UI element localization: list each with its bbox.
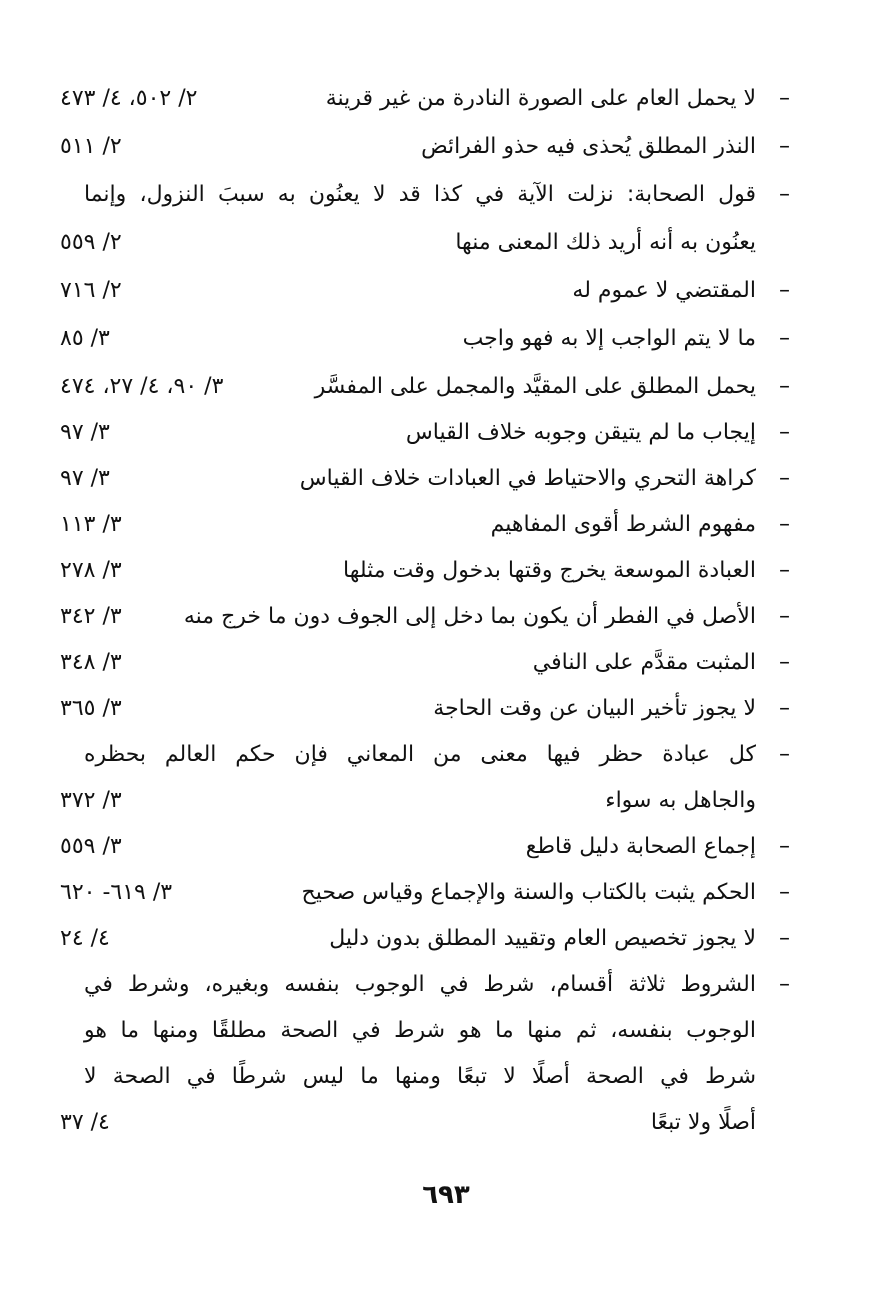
rule-entry [60,270,790,314]
rule-text: لا يجوز تخصيص العام وتقييد المطلق بدون دليل [329,926,756,951]
rule-text: الحكم يثبت بالكتاب والسنة والإجماع وقياس صحيح [301,880,756,905]
rule-entry [60,550,790,594]
rule-text-line: كل عبادة حظر فيها معنى من المعاني فإن حكم العالم بحظره [84,742,756,767]
rule-text: المثبت مقدَّم على النافي [532,650,756,675]
rule-text-line: والجاهل به سواء [605,788,756,813]
rule-text-line: الوجوب بنفسه، ثم منها ما هو شرط في الصحة مطلقًا ومنها ما هو [84,1018,756,1043]
rule-text: لا يحمل العام على الصورة النادرة من غير قرينة [325,86,756,111]
rule-text: كراهة التحري والاحتياط في العبادات خلاف القياس [299,466,756,491]
page-reference: ٣/ ٢٧٨ [60,558,122,583]
rule-entry [60,596,790,640]
rule-text: لا يجوز تأخير البيان عن وقت الحاجة [433,696,756,721]
rule-text-line: شرط في الصحة أصلًا لا تبعًا ومنها ما ليس شرطًا في الصحة لا [84,1064,756,1089]
bullet-dash: – [779,880,790,905]
rule-text-line: يعنُون به أنه أريد ذلك المعنى منها [455,230,756,255]
page-reference: ٣/ ٨٥ [60,326,110,351]
rule-text: الأصل في الفطر أن يكون بما دخل إلى الجوف دون ما خرج منه [183,604,756,629]
bullet-dash: – [779,326,790,351]
rule-entry [60,734,790,778]
rule-entry [60,366,790,410]
rule-text-line: الشروط ثلاثة أقسام، شرط في الوجوب بنفسه وبغيره، وشرط في [84,972,756,997]
page-reference: ٢/ ٥١١ [60,134,122,159]
bullet-dash: – [779,420,790,445]
rule-entry-continuation [60,1056,790,1100]
page-reference: ٤/ ٢٤ [60,926,110,951]
bullet-dash: – [779,134,790,159]
rule-entry [60,412,790,456]
page-reference: ٣/ ٥٥٩ [60,834,122,859]
bullet-dash: – [779,834,790,859]
bullet-dash: – [779,604,790,629]
rule-entry [60,826,790,870]
rule-text-line: أصلًا ولا تبعًا [650,1110,756,1135]
bullet-dash: – [779,926,790,951]
rule-entry-continuation [60,780,790,824]
page-reference: ٣/ ٩٧ [60,420,110,445]
rule-entry [60,78,790,122]
page-reference: ٣/ ٣٧٢ [60,788,122,813]
page-reference: ٣/ ٩٧ [60,466,110,491]
page-number: ٦٩٣ [422,1180,470,1210]
rule-text: ما لا يتم الواجب إلا به فهو واجب [462,326,756,351]
rule-entry [60,318,790,362]
page-reference: ٢/ ٥٠٢، ٤/ ٤٧٣ [60,86,198,111]
rule-text: يحمل المطلق على المقيَّد والمجمل على المفسَّر [314,374,756,399]
page-reference: ٣/ ٣٦٥ [60,696,122,721]
rule-text: إجماع الصحابة دليل قاطع [525,834,756,859]
page-reference: ٤/ ٣٧ [60,1110,110,1135]
page-reference: ٣/ ٣٤٢ [60,604,122,629]
bullet-dash: – [779,696,790,721]
rule-text: العبادة الموسعة يخرج وقتها بدخول وقت مثلها [343,558,756,583]
page-reference: ٢/ ٥٥٩ [60,230,122,255]
rule-entry [60,642,790,686]
bullet-dash: – [779,86,790,111]
rule-entry [60,458,790,502]
rule-entry-continuation [60,1102,790,1146]
bullet-dash: – [779,742,790,767]
rule-entry [60,126,790,170]
bullet-dash: – [779,374,790,399]
rule-entry [60,504,790,548]
rule-text-line: قول الصحابة: نزلت الآية في كذا قد لا يعنُون به سببَ النزول، وإنما [84,182,756,207]
page-reference: ٢/ ٧١٦ [60,278,122,303]
bullet-dash: – [779,650,790,675]
rule-text: المقتضي لا عموم له [572,278,756,303]
page-reference: ٣/ ٣٤٨ [60,650,122,675]
rule-text: إيجاب ما لم يتيقن وجوبه خلاف القياس [405,420,756,445]
rule-text: النذر المطلق يُحذى فيه حذو الفرائض [421,134,756,159]
rule-entry-continuation [60,1010,790,1054]
page-reference: ٣/ ٦١٩- ٦٢٠ [60,880,173,905]
page-reference: ٣/ ٩٠، ٤/ ٢٧، ٤٧٤ [60,374,224,399]
rule-entry-continuation [60,222,790,266]
bullet-dash: – [779,278,790,303]
bullet-dash: – [779,466,790,491]
rule-entry [60,688,790,732]
bullet-dash: – [779,182,790,207]
rule-entry [60,918,790,962]
page-reference: ٣/ ١١٣ [60,512,122,537]
rule-entry [60,964,790,1008]
bullet-dash: – [779,558,790,583]
bullet-dash: – [779,512,790,537]
rule-entry [60,174,790,218]
bullet-dash: – [779,972,790,997]
rule-text: مفهوم الشرط أقوى المفاهيم [490,512,756,537]
rule-entry [60,872,790,916]
